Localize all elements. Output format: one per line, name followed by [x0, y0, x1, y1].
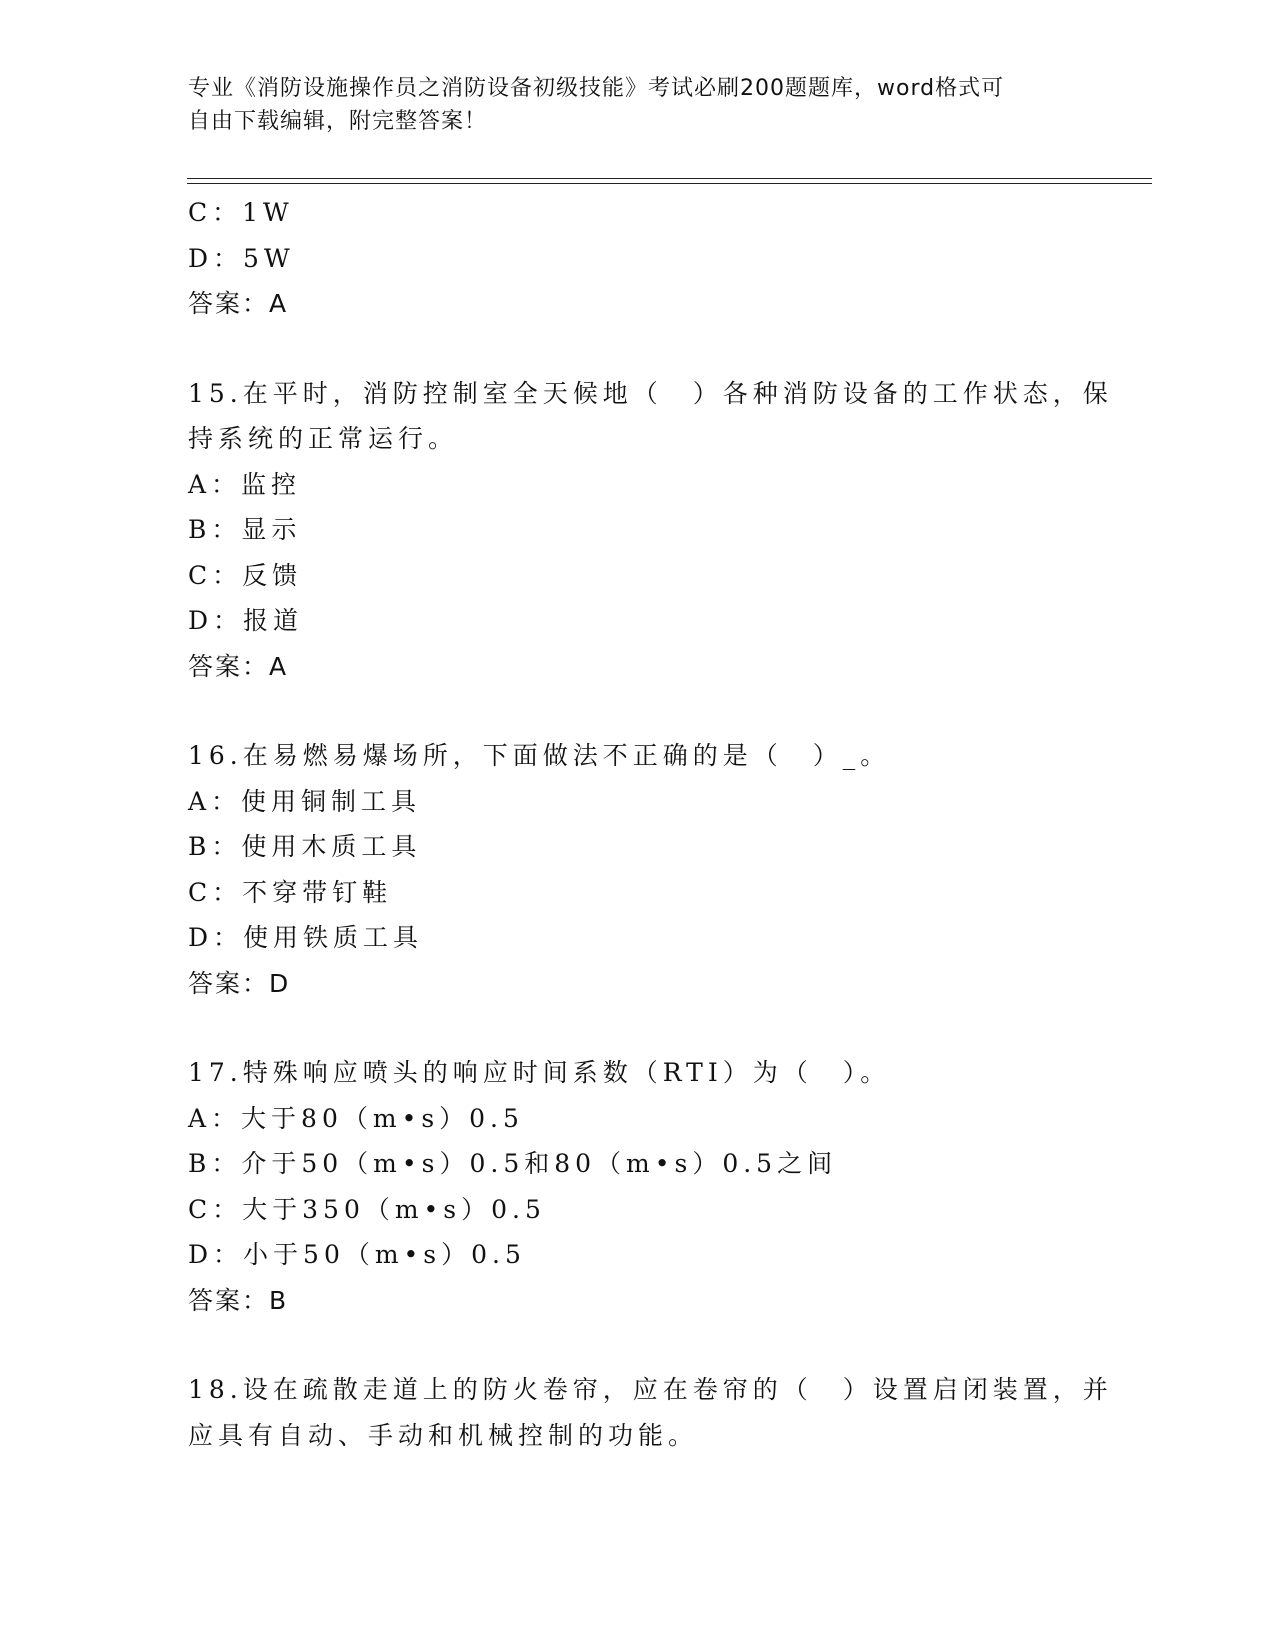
answer-line: 答案：A [188, 651, 289, 681]
option-c: C：反馈 [188, 560, 303, 590]
option-a: A：使用铜制工具 [188, 786, 422, 816]
option-d: D：使用铁质工具 [188, 923, 424, 952]
question-list [188, 190, 1113, 1458]
option-c: C：不穿带钉鞋 [188, 877, 393, 907]
question-text-line-1: 18.设在疏散走道上的防火卷帘，应在卷帘的（ ）设置启闭装置，并 [188, 1375, 1113, 1404]
header-line-1: 专业《消防设施操作员之消防设备初级技能》考试必刷200题题库，word格式可 [188, 76, 1005, 101]
spacer [188, 327, 1088, 371]
option-b: B：使用木质工具 [188, 832, 422, 861]
header-rule-top [187, 178, 1152, 179]
option-d: D：报道 [188, 606, 304, 635]
question-text-line-1: 17.特殊响应喷头的响应时间系数（RTI）为（ ）。 [188, 1058, 891, 1087]
option-b: B：显示 [188, 515, 302, 544]
option-d: D：小于50（m•s）0.5 [188, 1240, 526, 1269]
question-16 [188, 733, 1088, 1006]
option-b: B：介于50（m•s）0.5和80（m•s）0.5之间 [188, 1149, 838, 1178]
question-text-line-1: 16.在易燃易爆场所，下面做法不正确的是（ ）_。 [188, 741, 891, 770]
question-14-tail [188, 190, 1088, 327]
option-c: C：大于350（m•s）0.5 [188, 1194, 546, 1224]
question-15 [188, 371, 1113, 690]
question-text-line-2: 应具有自动、手动和机械控制的功能。 [188, 1420, 699, 1450]
option-d: D：5W [188, 243, 295, 273]
question-text-line-1: 15.在平时，消防控制室全天候地（ ）各种消防设备的工作状态，保 [188, 378, 1113, 408]
spacer [188, 689, 1088, 733]
question-text-line-2: 持系统的正常运行。 [188, 424, 459, 453]
option-a: A：监控 [188, 469, 302, 499]
option-a: A：大于80（m•s）0.5 [188, 1103, 524, 1133]
header-rule-bottom [187, 183, 1152, 184]
spacer [188, 1323, 1088, 1367]
spacer [188, 1006, 1088, 1050]
document-header [188, 72, 1078, 138]
header-line-2: 自由下载编辑，附完整答案！ [188, 109, 488, 134]
option-c: C：1W [188, 198, 294, 227]
answer-line: 答案：B [188, 1285, 289, 1315]
question-18 [188, 1367, 1113, 1458]
answer-line: 答案：D [188, 968, 291, 998]
question-17 [188, 1050, 1088, 1323]
answer-line: 答案：A [188, 289, 289, 318]
